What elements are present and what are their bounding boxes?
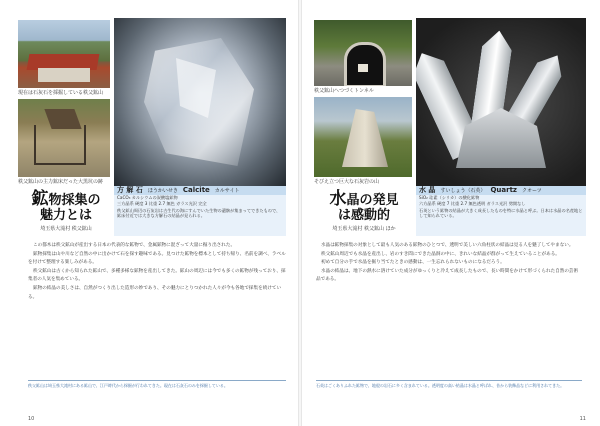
photo1-caption: 現在は石灰石を採掘している秩父鉱山 [18, 90, 104, 96]
mineral-formula: CaCO₃ [117, 195, 131, 200]
right-title-initial: 水 [329, 189, 347, 209]
left-title-initial: 鉱 [31, 189, 49, 209]
left-title-box [22, 189, 110, 240]
right-subtitle: 埼玉県大滝村 秩父鉱山 ほか [332, 226, 396, 232]
right-body-text [316, 242, 582, 372]
left-title-line1: 物採集の [48, 193, 101, 208]
quartz-crystal-photo [416, 18, 586, 186]
mineral-katakana: クオーツ [521, 188, 542, 194]
mine-ruins-photo [18, 99, 110, 177]
mineral-name: 水 晶 [419, 186, 436, 194]
mineral-formula-note: カルシウムの炭酸塩鉱物 [131, 195, 178, 200]
photo2-caption: そびえ立つ巨大な石灰岩の山 [314, 179, 380, 185]
left-paragraph: 鉱物の結晶の美しさは、自然がつくり出した造形の妙であり、その魅力にとりつかれた人々が今も各地で採集を続けている。 [28, 285, 282, 300]
mineral-header [416, 186, 586, 195]
mineral-props: 三方晶系 硬度 3 比重 2.7 無色 ガラス光沢 完全 [117, 201, 207, 206]
left-title [22, 189, 110, 223]
left-footnote: 秩父鉱山は埼玉県大滝村にある鉱山で、江戸時代から採掘が行われてきた。現在は石灰石のみを採掘している。 [28, 380, 286, 389]
left-title-line2: 魅力とは [39, 208, 92, 223]
right-title-line2: は感動的 [337, 208, 390, 223]
mineral-english: Calcite [182, 186, 210, 194]
mineral-english: Quartz [490, 186, 517, 194]
mineral-description: 秩父鉱山周辺の石灰岩は古生代の海にすんでいた生物の遺骸が集まってできたもので、鉱床付近では大きな方解石の結晶が見られる。 [117, 208, 281, 219]
photo2-caption: 秩父鉱山の主力鉱床だった大黒坑の跡 [18, 179, 104, 185]
mineral-formula-note: 珪素（シリカ）の酸化鉱物 [429, 195, 480, 200]
right-footnote: 石英はごくありふれた鉱物で、地殻の岩石に多く含まれている。透明度の高い結晶は水晶と呼ばれ、昔から装飾品などに利用されてきた。 [316, 380, 582, 389]
mineral-reading: ほうかいせき [147, 188, 178, 194]
mineral-header [114, 186, 286, 195]
right-title-box [316, 189, 412, 240]
right-title-line1: 晶の発見 [346, 193, 399, 208]
left-body-text [28, 242, 286, 372]
right-page [300, 0, 600, 426]
right-paragraph: 水晶の結晶は、地下の熱水に溶けていた成分がゆっくりと冷えて成長したもので、長い時間をかけて形づくられた自然の芸術品である。 [316, 268, 579, 283]
mineral-katakana: カルサイト [214, 188, 240, 194]
calcite-photo [114, 18, 286, 186]
left-paragraph: 鉱物採集は山や川など自然の中に出かけて石を探す趣味である。見つけた鉱物を標本として持ち帰り、名前を調べ、ラベルを付けて整理する楽しみがある。 [28, 251, 286, 266]
quartz-info-box [416, 186, 586, 236]
mine-town-photo [18, 20, 110, 88]
mineral-props: 六方晶系 硬度 7 比重 2.7 無色透明 ガラス光沢 劈開なし [419, 201, 526, 206]
mineral-formula: SiO₂ [419, 195, 428, 200]
mineral-description: 石英という鉱物の結晶が大きく成長したものを特に水晶と呼ぶ。日本は水晶の名産地として知られている。 [419, 208, 583, 219]
limestone-mountain-photo [314, 97, 412, 177]
left-subtitle: 埼玉県大滝村 秩父鉱山 [40, 226, 92, 232]
left-paragraph: この都木は秩父鉱山が産出する日本の代表的な鉱物で、金属鉱物に混ざって大量に掘り出された。 [33, 243, 236, 248]
left-paragraph: 秩父鉱山は古くから知られた鉱山で、多種多様な鉱物を産出してきた。鉱山の周辺には今でも多くの鉱物が残っており、採集者の人気を集めている。 [28, 268, 286, 283]
photo1-caption: 秩父鉱山へつづくトンネル [314, 88, 374, 94]
right-title [316, 189, 412, 223]
right-paragraph: 秩父鉱山周辺でも水晶を産出し、岩のすき間にできた晶洞の中に、きれいな結晶が群がって生えていることがある。 [321, 251, 560, 257]
tunnel-photo [314, 20, 412, 86]
right-page-number: 11 [579, 416, 586, 422]
right-paragraph: 水晶は鉱物採集の対象として最も人気のある鉱物のひとつで、透明で美しい六角柱状の結晶は見る人を魅了してやまない。 [321, 243, 574, 248]
mineral-name: 方 解 石 [117, 186, 143, 194]
mineral-reading: すいしょう（石英） [440, 188, 486, 194]
right-paragraph: 初めて自分の手で水晶を掘り当てたときの感動は、一生忘れられないものになるだろう。 [321, 260, 505, 266]
left-page-number: 10 [28, 416, 35, 422]
calcite-info-box [114, 186, 286, 236]
